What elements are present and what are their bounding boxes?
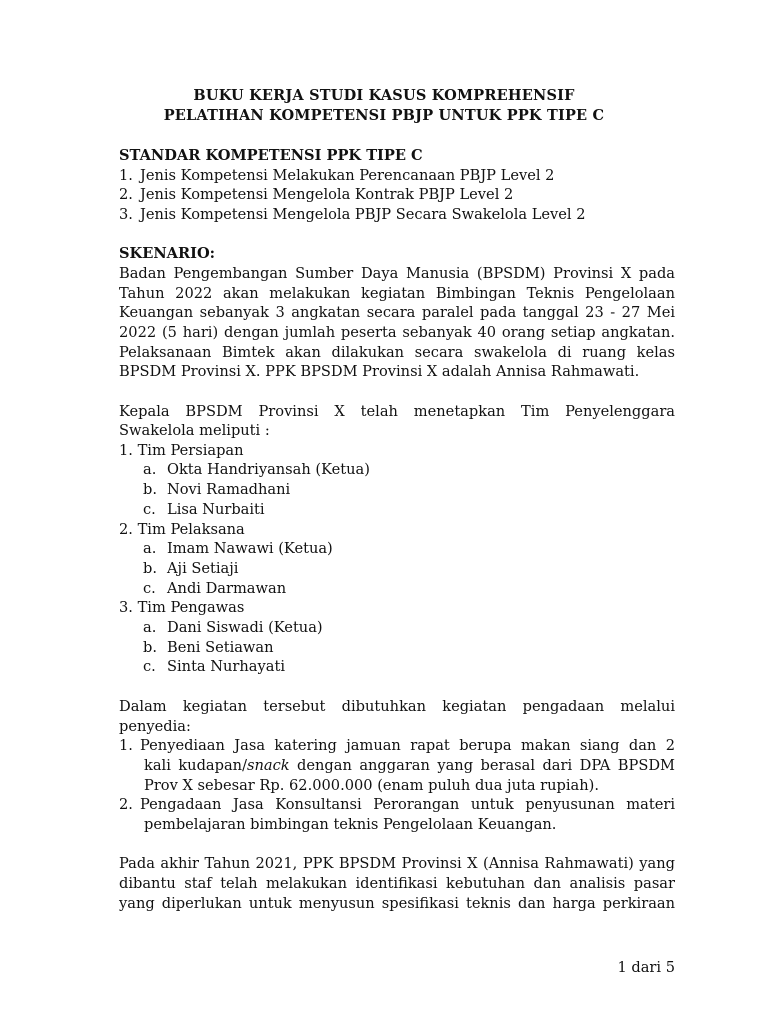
tim-member <box>143 638 699 658</box>
closing-line: Pada akhir Tahun 2021, PPK BPSDM Provinsi X (Annisa Rahmawati) yang <box>119 855 675 872</box>
page-number: 1 dari 5 <box>617 959 675 976</box>
skenario-line: Tahun 2022 akan melakukan kegiatan Bimbingan Teknis Pengelolaan <box>119 285 675 302</box>
document-title: BUKU KERJA STUDI KASUS KOMPREHENSIF <box>193 87 575 104</box>
standar-item <box>119 166 675 186</box>
member-name: Novi Ramadhani <box>167 481 291 498</box>
pengadaan-item-continuation <box>144 756 675 776</box>
pengadaan-item-continuation: Prov X sebesar Rp. 62.000.000 (enam puluh dua juta rupiah). <box>144 777 599 794</box>
standar-item-number: 1. <box>119 167 133 184</box>
standar-item-text: Jenis Kompetensi Mengelola PBJP Secara Swakelola Level 2 <box>140 206 586 223</box>
member-letter: c. <box>143 658 156 675</box>
member-name: Beni Setiawan <box>167 639 274 656</box>
member-letter: c. <box>143 501 156 518</box>
closing-line: dibantu staf telah melakukan identifikasi kebutuhan dan analisis pasar <box>119 875 675 892</box>
tim-member <box>143 480 699 500</box>
standar-item-number: 2. <box>119 186 133 203</box>
skenario-line: Keuangan sebanyak 3 angkatan secara paralel pada tanggal 23 - 27 Mei <box>119 304 675 321</box>
pengadaan-item-continuation: pembelajaran bimbingan teknis Pengelolaan Keuangan. <box>144 816 557 833</box>
member-letter: b. <box>143 481 157 498</box>
member-letter: b. <box>143 639 157 656</box>
document-subtitle: PELATIHAN KOMPETENSI PBJP UNTUK PPK TIPE C <box>163 107 605 124</box>
pengadaan-intro-line: Dalam kegiatan tersebut dibutuhkan kegiatan pengadaan melalui <box>119 698 675 715</box>
tim-member <box>143 657 699 677</box>
tim-intro-line: Swakelola meliputi : <box>119 422 270 439</box>
skenario-line: Badan Pengembangan Sumber Daya Manusia (BPSDM) Provinsi X pada <box>119 265 675 282</box>
tim-member <box>143 460 699 480</box>
standar-heading: STANDAR KOMPETENSI PPK TIPE C <box>119 147 423 164</box>
skenario-line: Pelaksanaan Bimtek akan dilakukan secara swakelola di ruang kelas <box>119 344 675 361</box>
tim-member <box>143 559 699 579</box>
pengadaan-item <box>119 736 675 756</box>
tim-group-label: 2. Tim Pelaksana <box>119 521 245 538</box>
member-name: Dani Siswadi (Ketua) <box>167 619 323 636</box>
standar-item <box>119 185 675 205</box>
tim-group-label: 3. Tim Pengawas <box>119 599 245 616</box>
member-letter: b. <box>143 560 157 577</box>
tim-group-label: 1. Tim Persiapan <box>119 442 244 459</box>
closing-line: yang diperlukan untuk menyusun spesifikasi teknis dan harga perkiraan <box>119 895 675 912</box>
tim-member <box>143 500 699 520</box>
standar-item-number: 3. <box>119 206 133 223</box>
pengadaan-intro-line: penyedia: <box>119 718 191 735</box>
member-name: Aji Setiaji <box>167 560 239 577</box>
skenario-heading: SKENARIO: <box>119 245 216 262</box>
pengadaan-item-number: 2. <box>119 796 133 813</box>
text-segment: dengan anggaran yang berasal dari DPA BPSDM <box>289 757 675 774</box>
tim-intro-line: Kepala BPSDM Provinsi X telah menetapkan Tim Penyelenggara <box>119 403 675 420</box>
tim-member <box>143 579 699 599</box>
pengadaan-item-text: Penyediaan Jasa katering jamuan rapat berupa makan siang dan 2 <box>140 737 675 754</box>
pengadaan-item-number: 1. <box>119 737 133 754</box>
member-name: Okta Handriyansah (Ketua) <box>167 461 370 478</box>
standar-item-text: Jenis Kompetensi Melakukan Perencanaan PBJP Level 2 <box>140 167 555 184</box>
tim-member <box>143 618 699 638</box>
member-letter: a. <box>143 461 157 478</box>
member-name: Andi Darmawan <box>167 580 287 597</box>
skenario-line: BPSDM Provinsi X. PPK BPSDM Provinsi X adalah Annisa Rahmawati. <box>119 363 640 380</box>
pengadaan-item <box>119 795 675 815</box>
member-letter: a. <box>143 540 157 557</box>
text-segment: kali kudapan/ <box>144 757 247 774</box>
pengadaan-item-text: Pengadaan Jasa Konsultansi Perorangan untuk penyusunan materi <box>140 796 675 813</box>
member-name: Imam Nawawi (Ketua) <box>167 540 333 557</box>
member-name: Lisa Nurbaiti <box>167 501 265 518</box>
member-letter: c. <box>143 580 156 597</box>
standar-item <box>119 205 675 225</box>
member-name: Sinta Nurhayati <box>167 658 285 675</box>
member-letter: a. <box>143 619 157 636</box>
standar-item-text: Jenis Kompetensi Mengelola Kontrak PBJP Level 2 <box>140 186 514 203</box>
tim-member <box>143 539 699 559</box>
skenario-line: 2022 (5 hari) dengan jumlah peserta sebanyak 40 orang setiap angkatan. <box>119 324 675 341</box>
italic-term: snack <box>246 757 290 774</box>
